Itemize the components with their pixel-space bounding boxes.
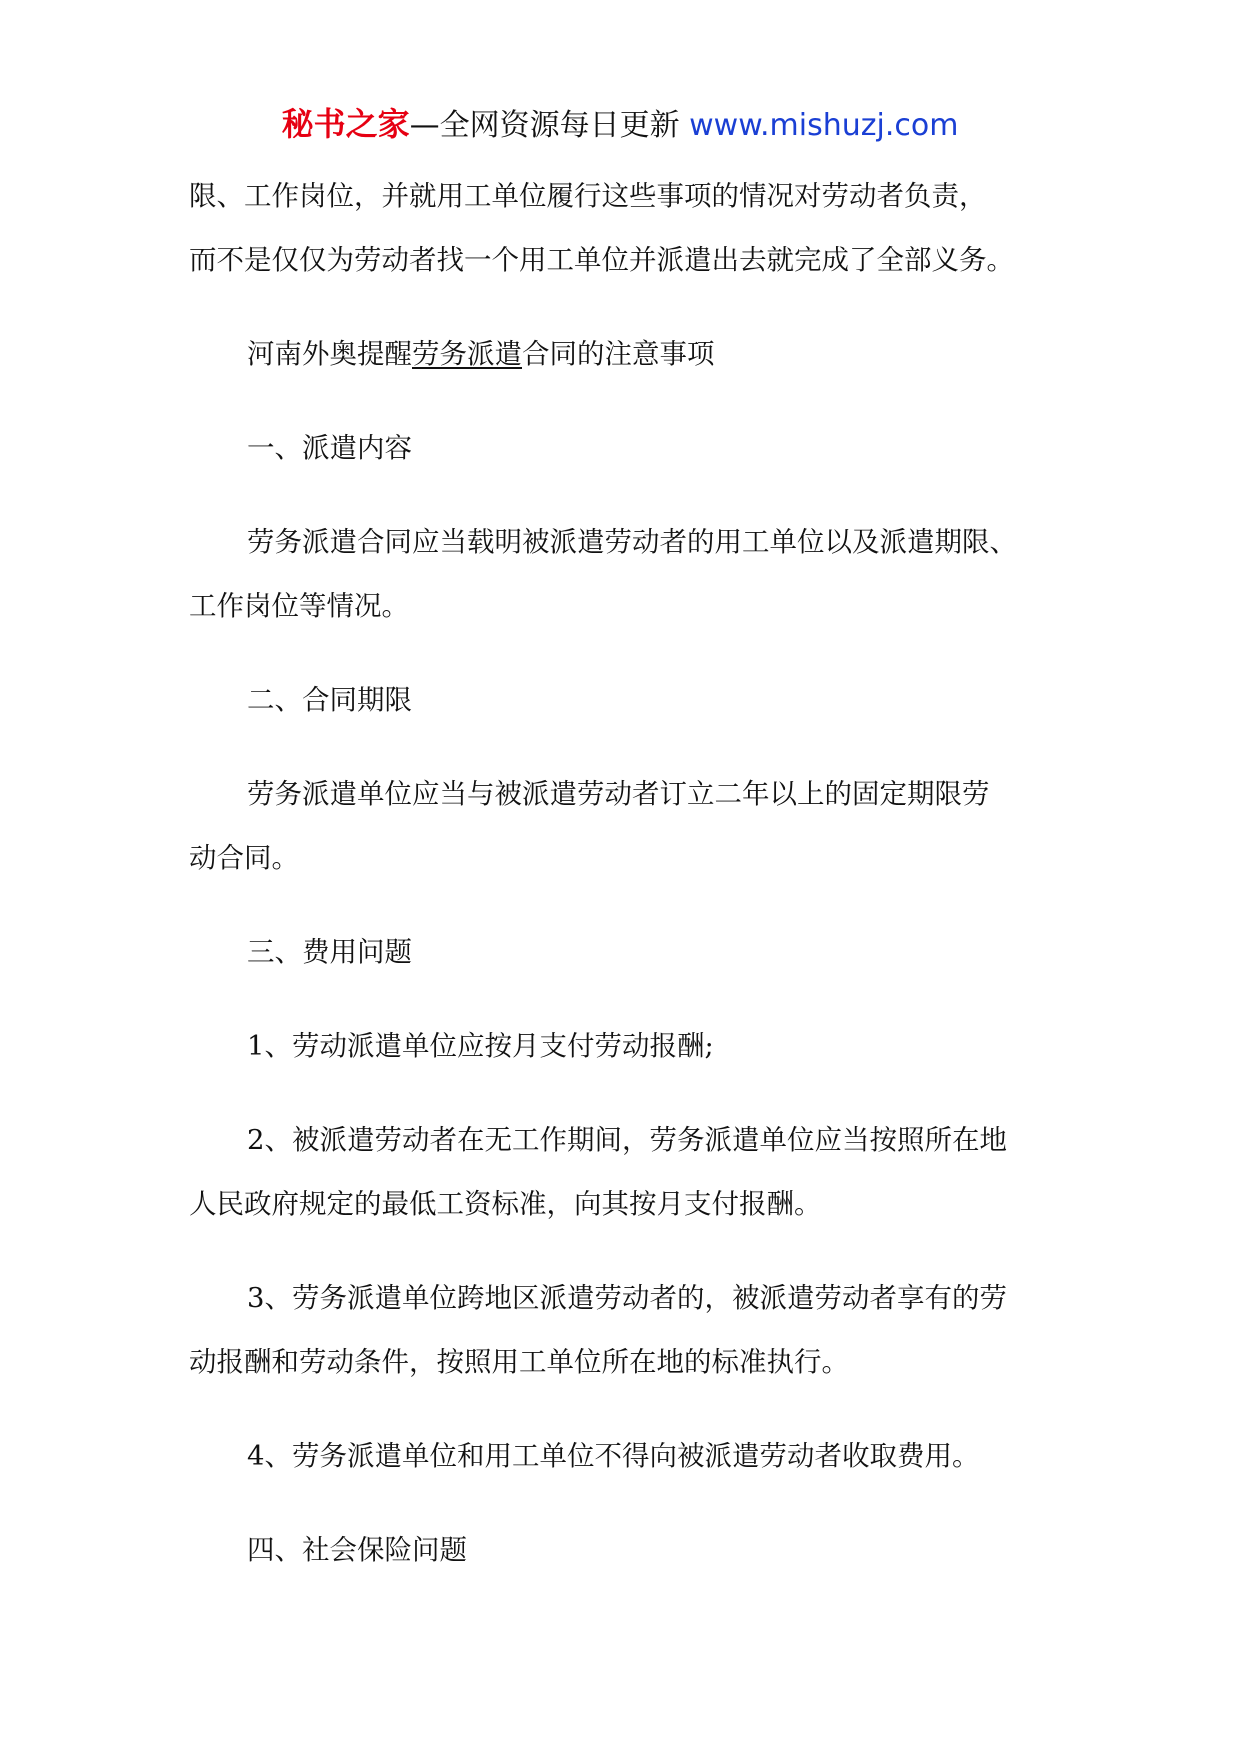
section-heading-3: 三、费用问题 <box>247 936 412 968</box>
list-item-3-line-2: 动报酬和劳动条件，按照用工单位所在地的标准执行。 <box>189 1346 849 1378</box>
list-item-4: 4、劳务派遣单位和用工单位不得向被派遣劳动者收取费用。 <box>247 1440 980 1472</box>
title-link-labor-dispatch[interactable]: 劳务派遣 <box>412 338 522 370</box>
section-2-line-1: 劳务派遣单位应当与被派遣劳动者订立二年以上的固定期限劳 <box>247 778 990 810</box>
site-url-link[interactable]: www.mishuzj.com <box>689 108 959 143</box>
list-item-3-line-1: 3、劳务派遣单位跨地区派遣劳动者的，被派遣劳动者享有的劳 <box>247 1282 1007 1314</box>
list-item-2-line-2: 人民政府规定的最低工资标准，向其按月支付报酬。 <box>189 1188 822 1220</box>
list-item-2-line-1: 2、被派遣劳动者在无工作期间，劳务派遣单位应当按照所在地 <box>247 1124 1007 1156</box>
document-body <box>189 164 1069 1582</box>
section-2-line-2: 动合同。 <box>189 842 299 874</box>
section-heading-2: 二、合同期限 <box>247 684 412 716</box>
title-suffix: 合同的注意事项 <box>522 338 715 370</box>
section-heading-4: 四、社会保险问题 <box>247 1534 467 1566</box>
article-title <box>189 322 1069 386</box>
section-1-line-1: 劳务派遣合同应当载明被派遣劳动者的用工单位以及派遣期限、 <box>247 526 1017 558</box>
section-1-line-2: 工作岗位等情况。 <box>189 590 409 622</box>
site-slogan: —全网资源每日更新 <box>409 108 680 143</box>
list-item-1: 1、劳动派遣单位应按月支付劳动报酬; <box>247 1030 714 1062</box>
site-header <box>0 100 1240 150</box>
continued-line-1: 限、工作岗位，并就用工单位履行这些事项的情况对劳动者负责， <box>189 180 987 212</box>
site-brand: 秘书之家 <box>281 105 410 143</box>
title-prefix: 河南外奥提醒 <box>247 338 412 370</box>
continued-line-2: 而不是仅仅为劳动者找一个用工单位并派遣出去就完成了全部义务。 <box>189 244 1014 276</box>
section-heading-1: 一、派遣内容 <box>247 432 412 464</box>
